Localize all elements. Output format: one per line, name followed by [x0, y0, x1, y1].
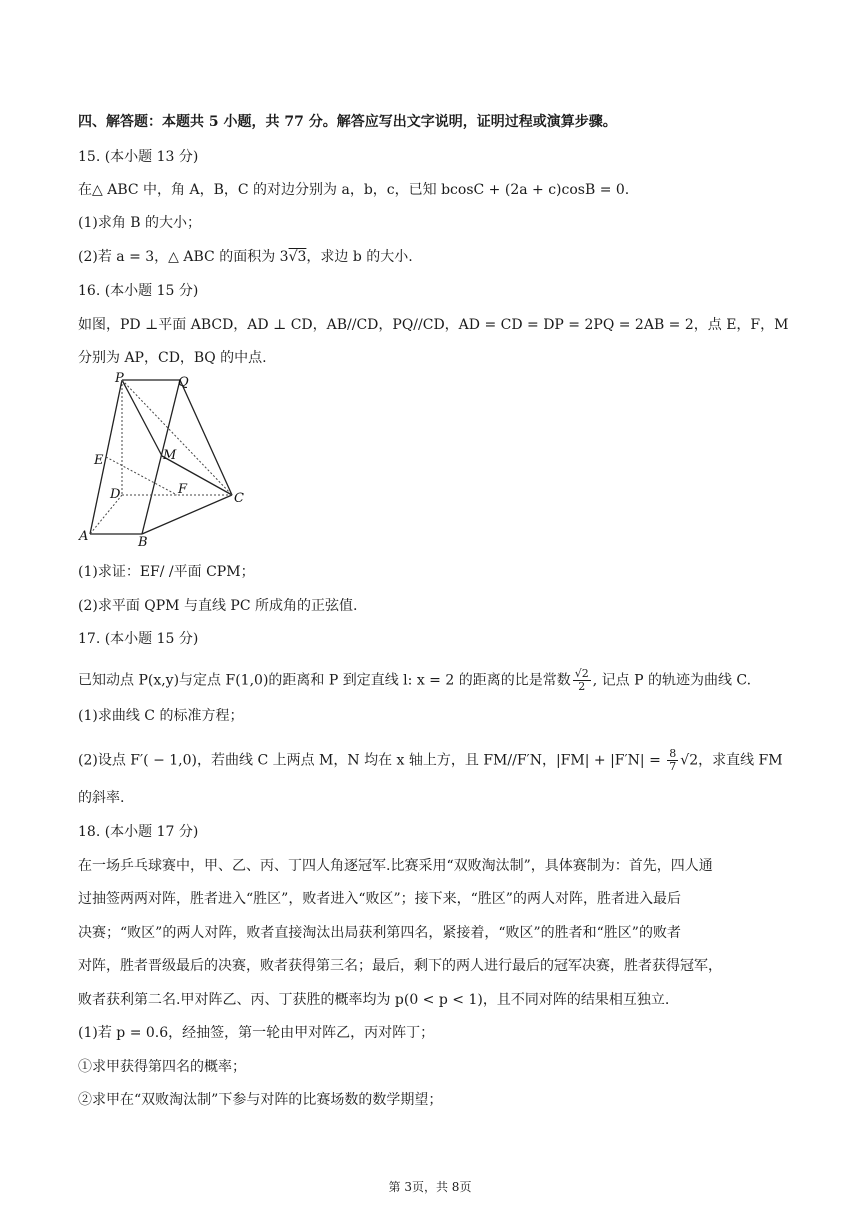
label-F: F: [178, 482, 188, 497]
q17-part2-continued: 的斜率.: [78, 790, 125, 806]
q17-title: 17. (本小题 15 分): [78, 631, 199, 647]
label-M: M: [163, 448, 177, 463]
q18-part1: (1)若 p = 0.6，经抽签，第一轮由甲对阵乙，丙对阵丁；: [78, 1025, 435, 1041]
q17-part2-pre: (2)设点 F′( − 1,0)，若曲线 C 上两点 M，N 均在 x 轴上方，且 FM//F′N，|FM| + |F′N| =: [78, 752, 666, 769]
q16-title: 16. (本小题 15 分): [78, 283, 199, 299]
q16-stem-line2: 分别为 AP，CD，BQ 的中点.: [78, 350, 267, 366]
page-footer: 第 3页，共 8页: [388, 1180, 472, 1194]
q18-title: 18. (本小题 17 分): [78, 824, 199, 840]
q17-fraction: [573, 668, 591, 693]
edge-PC: [122, 380, 232, 495]
q17-fraction-den: 2: [578, 680, 586, 693]
q15-part1: (1)求角 B 的大小；: [78, 215, 202, 231]
label-Q: Q: [178, 375, 189, 390]
q16-part1: (1)求证：EF/ /平面 CPM；: [78, 564, 255, 580]
q15-stem: 在△ ABC 中，角 A，B，C 的对边分别为 a，b，c，已知 bcosC + (2a + c)cosB = 0.: [78, 182, 630, 198]
label-E: E: [94, 453, 104, 468]
q17-part1: (1)求曲线 C 的标准方程；: [78, 708, 244, 724]
q17-fraction-num: √2: [574, 667, 589, 680]
q16-part2: (2)求平面 QPM 与直线 PC 所成角的正弦值.: [78, 598, 358, 614]
label-C: C: [234, 491, 244, 506]
q15-title: 15. (本小题 13 分): [78, 149, 199, 165]
q17-stem-pre: 已知动点 P(x,y)与定点 F(1,0)的距离和 P 到定直线 l: x = 2 的距离的比是常数: [78, 672, 571, 689]
edge-QC: [180, 380, 232, 495]
label-P: P: [115, 372, 124, 386]
q17-stem-post: , 记点 P 的轨迹为曲线 C.: [592, 672, 752, 689]
q15-part2: [78, 247, 413, 267]
q18-sub1: ①求甲获得第四名的概率；: [78, 1059, 246, 1075]
q18-paragraph-line3: 决赛；“败区”的两人对阵，败者直接淘汰出局获利第四名，紧接着，“败区”的胜者和“胜区”的败者: [78, 925, 681, 941]
edge-BC: [142, 495, 232, 534]
q17-part2-fraction-num: 8: [669, 747, 677, 760]
q15-part2-pre: (2)若 a = 3，△ ABC 的面积为 3: [78, 249, 289, 265]
q18-paragraph-line2: 过抽签两两对阵，胜者进入“胜区”，败者进入“败区”；接下来，“胜区”的两人对阵，胜者进入最后: [78, 891, 681, 907]
q17-part2-fraction-den: 7: [669, 760, 677, 773]
label-A: A: [79, 529, 89, 544]
label-B: B: [138, 535, 148, 548]
q17-stem: [78, 668, 751, 693]
label-D: D: [110, 487, 121, 502]
q18-paragraph-line1: 在一场乒乓球赛中，甲、乙、丙、丁四人角逐冠军.比赛采用“双败淘汰制”，具体赛制为：首先，四人通: [78, 858, 713, 874]
q17-part2-post: √2，求直线 FM: [680, 752, 783, 769]
q15-part2-sqrt: √3: [288, 249, 307, 265]
q15-part2-post: ，求边 b 的大小.: [306, 249, 413, 265]
q17-part2: [78, 748, 783, 773]
q17-part2-fraction: [667, 748, 678, 773]
q18-sub2: ②求甲在“双败淘汰制”下参与对阵的比赛场数的数学期望；: [78, 1092, 443, 1108]
q18-paragraph-line4: 对阵，胜者晋级最后的决赛，败者获得第三名；最后，剩下的两人进行最后的冠军决赛，胜者获得冠军，: [78, 958, 722, 974]
q16-stem-line1: 如图，PD ⊥平面 ABCD，AD ⊥ CD，AB//CD，PQ//CD，AD = CD = DP = 2PQ = 2AB = 2，点 E，F，M: [78, 317, 789, 333]
edge-PM: [122, 380, 162, 456]
section-heading: 四、解答题：本题共 5 小题，共 77 分。解答应写出文字说明，证明过程或演算步骤。: [78, 114, 617, 130]
q18-paragraph-line5: 败者获利第二名.甲对阵乙、丙、丁获胜的概率均为 p(0 < p < 1)，且不同对阵的结果相互独立.: [78, 992, 670, 1008]
geometry-figure: [78, 372, 258, 548]
